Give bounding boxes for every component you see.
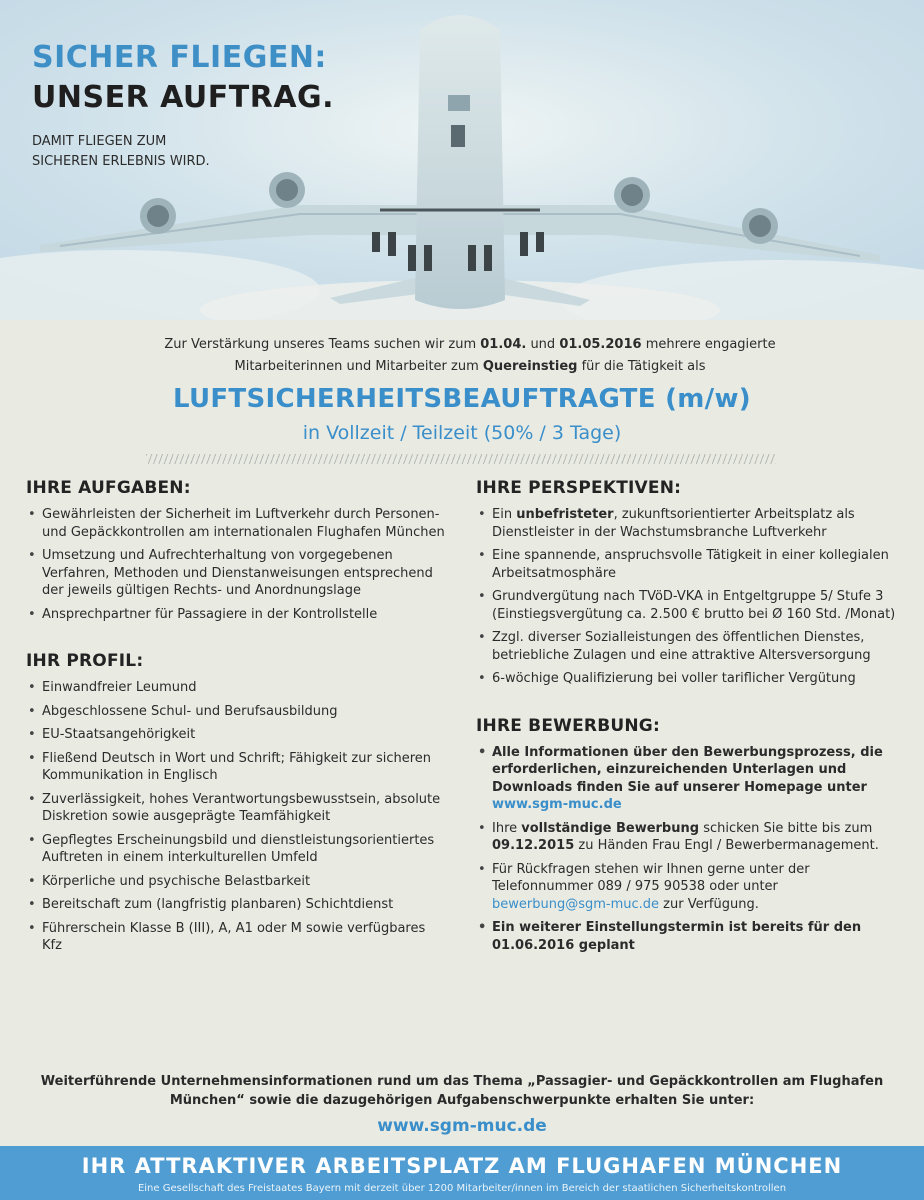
right-column xyxy=(476,478,896,960)
aufgaben-title: IHRE AUFGABEN: xyxy=(26,478,191,498)
bewerbung-item2-mid: schicken Sie bitte bis zum xyxy=(699,820,873,836)
job-subtitle: in Vollzeit / Teilzeit (50% / 3 Tage) xyxy=(302,422,622,444)
profil-list xyxy=(26,679,446,955)
perspektiven-item1-pre: Ein xyxy=(492,507,517,522)
intro-part3: mehrere engagierte xyxy=(641,337,776,352)
perspektiven-item1-bold: unbefristeter xyxy=(516,507,614,522)
bewerbung-item2-date: 09.12.2015 xyxy=(492,838,575,853)
intro-part2: und xyxy=(526,337,560,352)
email-link[interactable]: bewerbung@sgm-muc.de xyxy=(492,896,660,912)
profil-item: • Führerschein Klasse B (III), A, A1 oder M sowie verfügbares Kfz xyxy=(26,920,446,955)
aufgaben-item: • Ansprechpartner für Passagiere in der Kontrollstelle xyxy=(26,606,446,624)
tagline-line1: DAMIT FLIEGEN ZUM xyxy=(32,134,167,149)
intro-date1: 01.04. xyxy=(480,337,527,352)
divider-hatch xyxy=(146,454,776,464)
profil-item: • Einwandfreier Leumund xyxy=(26,679,446,697)
perspektiven-item: • Grundvergütung nach TVöD-VKA in Entgeltgruppe 5/ Stufe 3 (Einstiegsvergütung ca. 2.500 € brutto bei Ø 160 Std. /Monat) xyxy=(476,588,896,623)
bewerbung-item2-bold: vollständige Bewerbung xyxy=(521,820,700,836)
profil-item: • EU-Staatsangehörigkeit xyxy=(26,726,446,744)
bewerbung-item xyxy=(476,744,896,814)
aufgaben-item: • Gewährleisten der Sicherheit im Luftverkehr durch Personen- und Gepäckkontrollen am internationalen Flughafen München xyxy=(26,506,446,541)
perspektiven-item: • Eine spannende, anspruchsvolle Tätigkeit in einer kollegialen Arbeitsatmosphäre xyxy=(476,547,896,582)
bewerbung-item xyxy=(476,861,896,914)
profil-item: • Bereitschaft zum (langfristig planbaren) Schichtdienst xyxy=(26,896,446,914)
perspektiven-item: • 6-wöchige Qualifizierung bei voller tariflicher Vergütung xyxy=(476,670,896,688)
intro-part1: Zur Verstärkung unseres Teams suchen wir zum xyxy=(164,337,481,352)
homepage-link[interactable]: www.sgm-muc.de xyxy=(492,797,622,812)
perspektiven-item: • Zzgl. diverser Sozialleistungen des öffentlichen Dienstes, betriebliche Zulagen und eine attraktive Altersversorgung xyxy=(476,629,896,664)
job-title: LUFTSICHERHEITSBEAUFTRAGTE (m/w) xyxy=(173,384,751,414)
tagline xyxy=(32,132,292,172)
banner-subtitle: Eine Gesellschaft des Freistaates Bayern mit derzeit über 1200 Mitarbeiter/innen im Bereich der staatlichen Sicherheitskontrollen xyxy=(137,1183,787,1194)
bewerbung-item2-post: zu Händen Frau Engl / Bewerbermanagement. xyxy=(574,838,879,853)
intro-part5: für die Tätigkeit als xyxy=(577,359,706,374)
bewerbung-item1-text: Alle Informationen über den Bewerbungsprozess, die erforderlichen, einzureichenden Unterlagen und Downloads finden Sie auf unserer Homepage unter xyxy=(492,744,883,795)
intro-date2: 01.05.2016 xyxy=(559,337,642,352)
banner-title: IHR ATTRAKTIVER ARBEITSPLATZ AM FLUGHAFEN MÜNCHEN xyxy=(81,1154,843,1178)
footer-url-link[interactable]: www.sgm-muc.de xyxy=(377,1116,547,1136)
headline-line1: SICHER FLIEGEN: xyxy=(32,40,327,75)
profil-title: IHR PROFIL: xyxy=(26,651,144,671)
bewerbung-item3-pre: Für Rückfragen stehen wir Ihnen gerne unter der Telefonnummer 089 / 975 90538 oder unter xyxy=(492,861,810,894)
profil-item: • Gepflegtes Erscheinungsbild und dienstleistungsorientiertes Auftreten in einem interkulturellen Umfeld xyxy=(26,832,446,867)
profil-item: • Fließend Deutsch in Wort und Schrift; Fähigkeit zur sicheren Kommunikation in Englisch xyxy=(26,750,446,785)
intro-part4: Mitarbeiterinnen und Mitarbeiter zum xyxy=(234,359,483,374)
perspektiven-item1-post: , zukunftsorientierter Arbeitsplatz als Dienstleister in der Wachstumsbranche Luftverkehr xyxy=(492,507,855,540)
headline-line2: UNSER AUFTRAG. xyxy=(32,80,335,115)
bewerbung-item: • Ein weiterer Einstellungstermin ist bereits für den 01.06.2016 geplant xyxy=(476,919,896,954)
profil-item: • Zuverlässigkeit, hohes Verantwortungsbewusstsein, absolute Diskretion sowie ausgeprägte Teamfähigkeit xyxy=(26,791,446,826)
bewerbung-title: IHRE BEWERBUNG: xyxy=(476,715,660,736)
aufgaben-list xyxy=(26,506,446,623)
aufgaben-item: • Umsetzung und Aufrechterhaltung von vorgegebenen Verfahren, Methoden und Dienstanweisungen entsprechend der jeweils gültigen Rechts- und Anordnungslage xyxy=(26,547,446,600)
profil-item: • Abgeschlossene Schul- und Berufsausbildung xyxy=(26,703,446,721)
intro-text xyxy=(110,334,830,378)
profil-item: • Körperliche und psychische Belastbarkeit xyxy=(26,873,446,891)
perspektiven-item xyxy=(476,506,896,541)
bewerbung-item3-post: zur Verfügung. xyxy=(659,896,759,912)
footer-info: Weiterführende Unternehmensinformationen rund um das Thema „Passagier- und Gepäckkontrollen am Flughafen München“ sowie die dazugehörigen Aufgabenschwerpunkte erhalten Sie unter: xyxy=(40,1074,884,1108)
left-column xyxy=(26,478,446,961)
bewerbung-item xyxy=(476,820,896,855)
perspektiven-title: IHRE PERSPEKTIVEN: xyxy=(476,478,682,498)
bewerbung-item2-pre: Ihre xyxy=(492,820,522,836)
perspektiven-list xyxy=(476,506,896,688)
tagline-line2: SICHEREN ERLEBNIS WIRD. xyxy=(32,154,210,169)
bewerbung-list xyxy=(476,744,896,955)
intro-highlight: Quereinstieg xyxy=(482,359,578,374)
